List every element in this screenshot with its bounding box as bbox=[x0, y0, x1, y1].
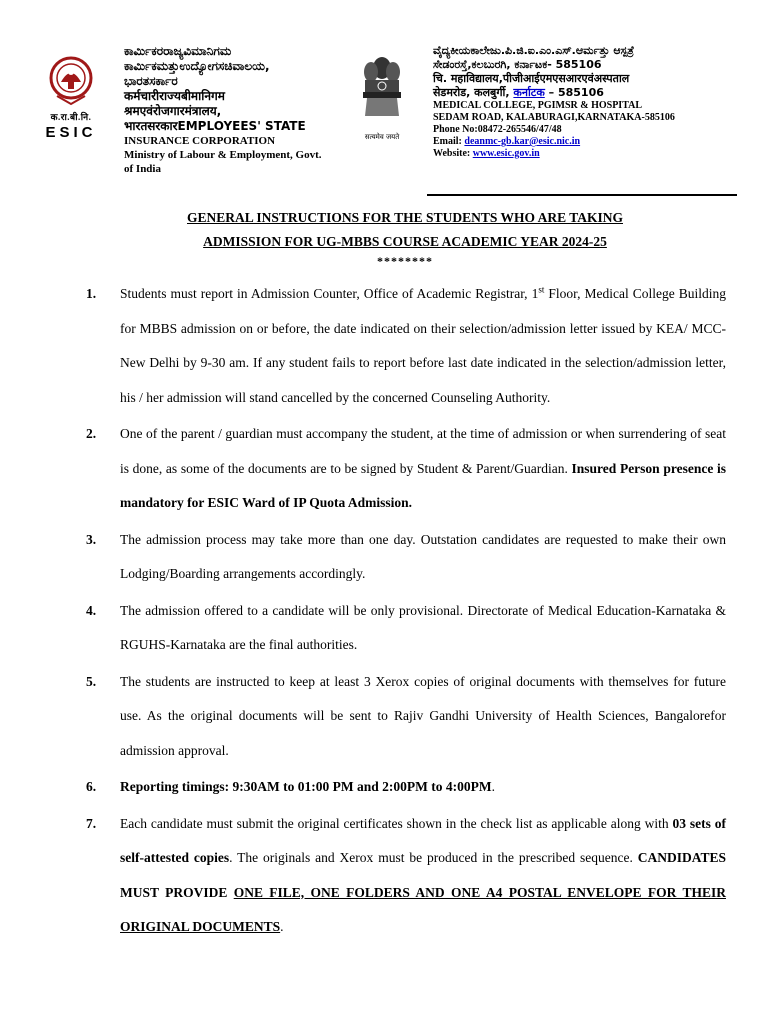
website-link[interactable]: www.esic.gov.in bbox=[472, 148, 540, 159]
emblem-motto: सत्यमेव जयते bbox=[364, 133, 400, 141]
website-line bbox=[433, 148, 733, 160]
address-line-hindi-1: चि. महाविद्यालय,पीजीआईएमएसआरएवंअस्पताल bbox=[433, 72, 630, 85]
org-line-hindi-1: कर्मचारीराज्यबीमानिगम bbox=[124, 89, 225, 103]
item-number: 4. bbox=[86, 602, 97, 618]
ashoka-emblem-icon bbox=[357, 46, 407, 126]
item-bold-text: Insured Person presence is mandatory for ESIC Ward of IP Quota Admission. bbox=[120, 460, 726, 510]
instruction-list bbox=[86, 277, 726, 947]
item-underlined-text: ONE FILE, ONE FOLDERS AND ONE A4 POSTAL ENVELOPE FOR THEIR ORIGINAL DOCUMENTS bbox=[120, 884, 726, 934]
item-text: One of the parent / guardian must accompany the student, at the time of admission or when surrendering of seat is done, as some of the documents are to be signed by Student & Parent/Guardian. bbox=[120, 426, 726, 476]
karnataka-link[interactable]: कर्नाटक bbox=[513, 86, 545, 99]
item-bold-text: Reporting timings: 9:30AM to 01:00 PM and 2:00PM to 4:00PM bbox=[120, 779, 492, 794]
phone-line: Phone No:08472-265546/47/48 bbox=[433, 124, 562, 135]
instruction-item-4 bbox=[86, 594, 726, 663]
document-title bbox=[0, 206, 770, 254]
address-line-kannada-1: ವೈದ್ಯಕೀಯಕಾಲೇಜು.ಪಿ.ಜಿ.ಐ.ಎಂ.ಎಸ್.ಆರ್ಮತ್ತು ಆಸ್ಪತ್ರೆ bbox=[433, 44, 635, 57]
address-line-kannada-2: ಸೇಡಂರಸ್ತೆ,ಕಲಬುರಗಿ, ಕರ್ನಾಟಕ- 585106 bbox=[433, 58, 602, 71]
esic-logo bbox=[40, 52, 102, 152]
item-superscript: st bbox=[538, 284, 545, 295]
instruction-item-2 bbox=[86, 417, 726, 521]
org-line-english-3: of India bbox=[124, 163, 161, 175]
org-line-hindi-3: भारतसरकारEMPLOYEES' STATE bbox=[124, 119, 306, 133]
national-emblem bbox=[352, 46, 412, 142]
item-bold-text-2: CANDIDATES MUST PROVIDE bbox=[120, 850, 727, 900]
address-hindi-suffix: – 585106 bbox=[544, 86, 604, 99]
item-text-end: . bbox=[280, 919, 284, 934]
esic-emblem-icon bbox=[47, 52, 95, 108]
item-text: The admission offered to a candidate will be only provisional. Directorate of Medical Education-Karnataka & RGUHS-Karnataka are the final authorities. bbox=[120, 602, 726, 652]
instruction-item-7 bbox=[86, 807, 726, 945]
website-label: Website: bbox=[433, 148, 473, 159]
org-line-hindi-2: श्रमएवंरोजगारमंत्रालय, bbox=[124, 104, 222, 118]
org-line-english-2: Ministry of Labour & Employment, Govt. bbox=[124, 149, 322, 161]
item-text: Students must report in Admission Counter, Office of Academic Registrar, 1 bbox=[120, 286, 539, 301]
address-line-hindi-2 bbox=[433, 86, 733, 100]
address-hindi-prefix: सेडमरोड, कलबुर्गी, bbox=[433, 86, 514, 99]
instruction-item-1 bbox=[86, 277, 726, 415]
email-label: Email: bbox=[433, 136, 465, 147]
item-number: 7. bbox=[86, 815, 97, 831]
item-text: Each candidate must submit the original certificates shown in the check list as applicable along with bbox=[120, 815, 673, 831]
address-line-english-2: SEDAM ROAD, KALABURAGI,KARNATAKA-585106 bbox=[433, 112, 675, 123]
item-number: 3. bbox=[86, 531, 97, 547]
organization-name-block bbox=[124, 44, 344, 176]
item-text-cont: . The originals and Xerox must be produced in the prescribed sequence. bbox=[229, 850, 638, 865]
item-text: The admission process may take more than one day. Outstation candidates are requested to make their own Lodging/Boarding arrangements accordingly. bbox=[120, 531, 726, 581]
item-text: . bbox=[491, 779, 495, 794]
header-divider bbox=[427, 194, 737, 196]
org-line-kannada-3: ಭಾರತಸರ್ಕಾರ bbox=[124, 74, 178, 88]
instruction-item-6 bbox=[86, 770, 726, 805]
org-line-english-1: INSURANCE CORPORATION bbox=[124, 135, 276, 147]
org-line-kannada-1: ಕಾರ್ಮಿಕರರಾಜ್ಯವಿಮಾನಿಗಮ bbox=[124, 44, 232, 58]
title-line-1: GENERAL INSTRUCTIONS FOR THE STUDENTS WHO ARE TAKING bbox=[187, 210, 623, 225]
item-text: The students are instructed to keep at least 3 Xerox copies of original documents with themselves for future use. As the original documents will be sent to Rajiv Gandhi University of Health Sciences, Bangalorefor admission approval. bbox=[120, 673, 726, 758]
esic-logo-text: ESIC bbox=[45, 124, 97, 141]
esic-logo-hindi-text: क.रा.बी.नि. bbox=[50, 112, 92, 122]
address-line-english-1: MEDICAL COLLEGE, PGIMSR & HOSPITAL bbox=[433, 100, 643, 111]
item-bold-text: 03 sets of self-attested copies bbox=[120, 815, 726, 865]
letterhead bbox=[0, 0, 770, 200]
org-line-kannada-2: ಕಾರ್ಮಿಕಮತ್ತುಉದ್ಯೋಗಸಚಿವಾಲಯ, bbox=[124, 59, 270, 73]
item-number: 1. bbox=[86, 286, 97, 301]
instruction-item-3 bbox=[86, 523, 726, 592]
title-line-2: ADMISSION FOR UG-MBBS COURSE ACADEMIC YEAR 2024-25 bbox=[203, 234, 607, 249]
email-link[interactable]: deanmc-gb.kar@esic.nic.in bbox=[464, 136, 581, 147]
item-number: 5. bbox=[86, 673, 97, 689]
instruction-item-5 bbox=[86, 665, 726, 769]
item-text-cont: Floor, Medical College Building for MBBS admission on or before, the date indicated on their selection/admission letter issued by KEA/ MCC-New Delhi by 9-30 am. If any student fails to report before last date indicated in the selection/admission letter, his / her admission will stand cancelled by the concerned Counseling Authority. bbox=[120, 286, 726, 405]
email-line bbox=[433, 136, 733, 148]
item-number: 2. bbox=[86, 426, 97, 441]
institution-address-block bbox=[433, 44, 733, 160]
item-number: 6. bbox=[86, 779, 97, 794]
title-separator: ******** bbox=[377, 254, 433, 268]
